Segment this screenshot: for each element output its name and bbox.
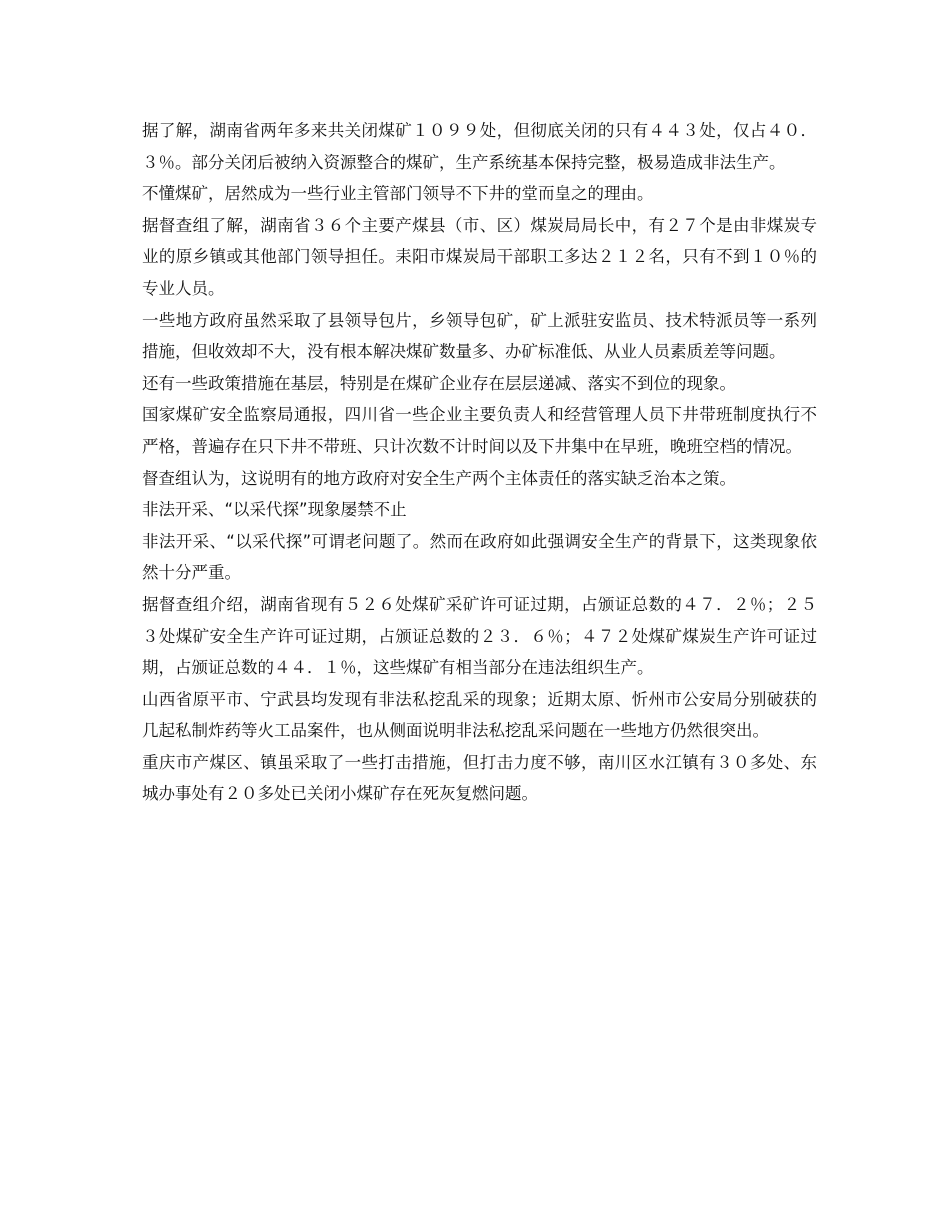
paragraph: 非法开采、“以采代探”可谓老问题了。然而在政府如此强调安全生产的背景下，这类现象依然十分严重。	[142, 531, 817, 583]
paragraph: 督查组认为，这说明有的地方政府对安全生产两个主体责任的落实缺乏治本之策。	[142, 468, 736, 488]
paragraph: 据督查组介绍，湖南省现有５２６处煤矿采矿许可证过期，占颁证总数的４７．２％；２５３处煤矿安全生产许可证过期，占颁证总数的２３．６％；４７２处煤矿煤炭生产许可证过期，占颁证总数的４４．１％，这些煤矿有相当部分在违法组织生产。	[142, 594, 817, 678]
paragraph: 一些地方政府虽然采取了县领导包片，乡领导包矿，矿上派驻安监员、技术特派员等一系列措施，但收效却不大，没有根本解决煤矿数量多、办矿标准低、从业人员素质差等问题。	[142, 310, 817, 362]
paragraph: 重庆市产煤区、镇虽采取了一些打击措施，但打击力度不够，南川区水江镇有３０多处、东城办事处有２０多处已关闭小煤矿存在死灰复燃问题。	[142, 752, 817, 804]
section-heading: 非法开采、“以采代探”现象屡禁不止	[142, 500, 407, 520]
paragraph: 据了解，湖南省两年多来共关闭煤矿１０９９处，但彻底关闭的只有４４３处，仅占４０．３％。部分关闭后被纳入资源整合的煤矿，生产系统基本保持完整，极易造成非法生产。	[142, 121, 817, 172]
paragraph: 国家煤矿安全监察局通报，四川省一些企业主要负责人和经营管理人员下井带班制度执行不严格，普遍存在只下井不带班、只计次数不计时间以及下井集中在早班，晚班空档的情况。	[142, 405, 817, 456]
paragraph: 还有一些政策措施在基层，特别是在煤矿企业存在层层递减、落实不到位的现象。	[142, 373, 736, 393]
paragraph: 山西省原平市、宁武县均发现有非法私挖乱采的现象；近期太原、忻州市公安局分别破获的几起私制炸药等火工品案件，也从侧面说明非法私挖乱采问题在一些地方仍然很突出。	[142, 689, 817, 741]
document-body	[142, 115, 817, 810]
paragraph: 据督查组了解，湖南省３６个主要产煤县（市、区）煤炭局局长中，有２７个是由非煤炭专业的原乡镇或其他部门领导担任。耒阳市煤炭局干部职工多达２１２名，只有不到１０％的专业人员。	[142, 215, 817, 298]
paragraph: 不懂煤矿，居然成为一些行业主管部门领导不下井的堂而皇之的理由。	[142, 184, 654, 204]
